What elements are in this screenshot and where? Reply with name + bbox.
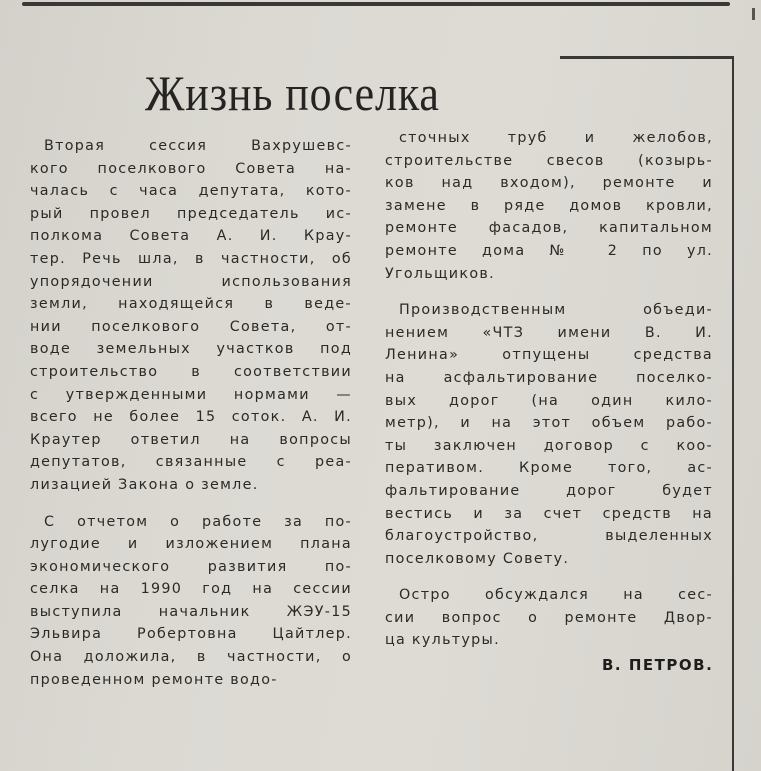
author-signature: В. ПЕТРОВ.	[602, 656, 714, 674]
text-line: экономического развития по-	[30, 558, 352, 575]
text-line: упорядочении использования	[30, 273, 352, 290]
text-line: тер. Речь шла, в частности, об	[30, 250, 352, 267]
text-line: Производственным объеди-	[399, 302, 713, 319]
text-line: рый провел председатель ис-	[30, 205, 352, 222]
text-line: кого поселкового Совета на-	[30, 160, 352, 177]
text-line: ты заключен договор с коо-	[385, 437, 713, 454]
paragraph	[385, 299, 713, 570]
text-line: ков над входом), ремонте и	[385, 175, 713, 192]
paragraph	[30, 135, 352, 497]
text-line: чалась с часа депутата, кото-	[30, 183, 352, 200]
text-line: Краутер ответил на вопросы	[30, 431, 352, 448]
left-column	[30, 135, 352, 691]
text-line: на асфальтирование поселко-	[385, 369, 713, 386]
text-line: нением «ЧТЗ имени В. И.	[385, 324, 713, 341]
text-line: благоустройство, выделенных	[385, 528, 713, 545]
text-line: фальтирование дорог будет	[385, 482, 713, 499]
text-line: вестись и за счет средств на	[385, 505, 713, 522]
text-line: перативом. Кроме того, ас-	[385, 460, 713, 477]
text-line: лизацией Закона о земле.	[30, 476, 259, 493]
text-line: замене в ряде домов кровли,	[385, 197, 713, 214]
text-line: ца культуры.	[385, 632, 500, 649]
text-line: земли, находящейся в веде-	[30, 296, 352, 313]
paragraph-gap	[385, 570, 713, 584]
text-line: депутатов, связанные с реа-	[30, 454, 352, 471]
text-line: нии поселкового Совета, от-	[30, 318, 352, 335]
article-title: Жизнь поселка	[145, 64, 440, 121]
paragraph	[385, 584, 713, 652]
text-line: Ленина» отпущены средства	[385, 347, 713, 364]
top-border-rule	[22, 2, 730, 6]
text-line: сии вопрос о ремонте Двор-	[385, 609, 713, 626]
text-line: метр), и на этот объем рабо-	[385, 415, 713, 432]
paragraph-gap	[385, 285, 713, 299]
text-line: Она доложила, в частности, о	[30, 649, 352, 666]
text-line: воде земельных участков под	[30, 341, 352, 358]
text-line: сточных труб и желобов,	[399, 130, 713, 146]
paragraph-gap	[30, 497, 352, 511]
text-line: селка на 1990 год на сессии	[30, 581, 352, 598]
text-line: всего не более 15 соток. А. И.	[30, 409, 352, 426]
title-rule	[560, 56, 733, 59]
text-line: Эльвира Робертовна Цайтлер.	[30, 626, 352, 643]
right-column	[385, 127, 713, 652]
text-line: проведенном ремонте водо-	[30, 671, 278, 688]
text-line: ремонте фасадов, капитальном	[385, 220, 713, 237]
text-line: с утвержденными нормами —	[30, 386, 352, 403]
column-border-rule	[732, 56, 734, 771]
text-line: ремонте дома № 2 по ул.	[385, 242, 713, 259]
paragraph	[30, 511, 352, 692]
text-line: вых дорог (на один кило-	[385, 392, 713, 409]
text-line: лугодие и изложением плана	[30, 536, 352, 553]
text-line: Угольщиков.	[385, 265, 495, 282]
text-line: Остро обсуждался на сес-	[399, 587, 713, 604]
text-line: строительстве свесов (козырь-	[385, 152, 713, 169]
text-line: выступила начальник ЖЭУ-15	[30, 603, 352, 620]
text-line: полкома Совета А. И. Крау-	[30, 228, 352, 245]
text-line: строительство в соответствии	[30, 363, 352, 380]
edge-mark	[752, 8, 755, 20]
text-line: поселковому Совету.	[385, 550, 570, 567]
text-line: С отчетом о работе за по-	[44, 513, 352, 530]
text-line: Вторая сессия Вахрушевс-	[44, 138, 352, 154]
paragraph	[385, 127, 713, 285]
